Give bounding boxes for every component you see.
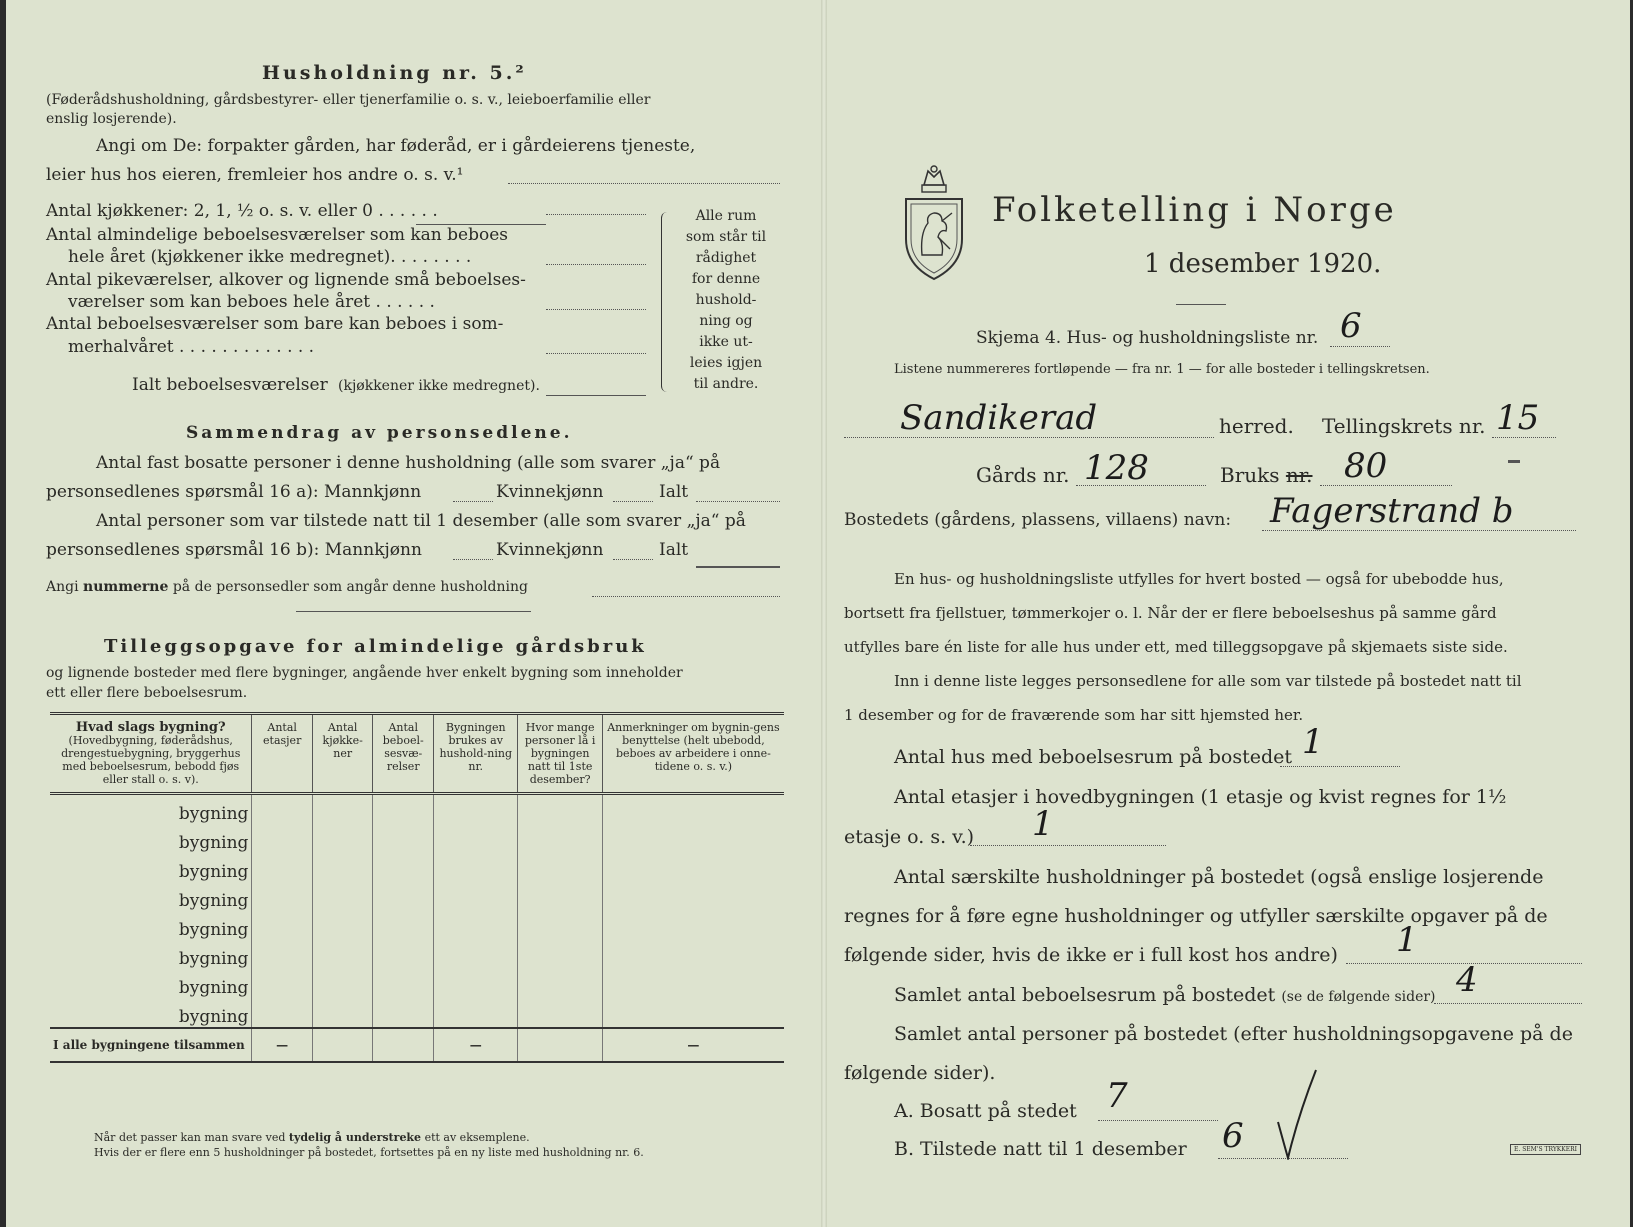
summary-total-1: Ialt [659,482,689,502]
page-fold [821,0,827,1227]
building-row-label: bygning [50,940,252,969]
herred-label: herred. [1219,414,1294,438]
table-cell [373,882,434,911]
summer-rooms-1: Antal beboelsesværelser som bare kan beboes i som- [46,314,504,334]
printer-stamp: E. SEM'S TRYKKERI [1510,1144,1581,1155]
gards-label: Gårds nr. [976,463,1070,487]
table-cell [434,794,518,825]
building-row-label: bygning [50,969,252,998]
table-row [50,969,784,998]
instructions-paragraph-2 [844,664,1586,732]
table-cell [602,940,784,969]
table-cell [373,998,434,1028]
brace-note-line: rådighet [695,250,757,266]
table-cell [602,911,784,940]
building-table-header [50,714,784,794]
building-row-label: bygning [50,853,252,882]
brace-note-line: ikke ut- [699,334,753,350]
numbers-line: Angi nummerne på de personsedler som angår denne husholdning [46,579,528,595]
table-cell [252,940,312,969]
summary-line-2: personsedlenes spørsmål 16 a): Mannkjønn [46,482,422,502]
houses-value: 1 [1302,722,1324,762]
table-cell [373,1028,434,1062]
paragraph-line: En hus- og husholdningsliste utfylles for hvert bosted — også for ubebodde hus, [894,570,1504,588]
brace-note-line: Alle rum [695,208,757,224]
table-cell [518,794,602,825]
paragraph-line: Inn i denne liste legges personsedlene for alle som var tilstede på bostedet natt til [894,672,1522,690]
total-rooms-note: (kjøkkener ikke medregnet). [338,378,540,394]
table-cell [518,911,602,940]
floors-question-1: Antal etasjer i hovedbygningen (1 etasje og kvist regnes for 1½ [894,786,1507,808]
table-cell [602,824,784,853]
table-cell [312,911,373,940]
table-cell [252,824,312,853]
paragraph-line: 1 desember og for de fraværende som har sitt hjemsted her. [844,706,1304,724]
summary-total-2: Ialt [659,540,689,560]
table-total-row [50,1028,784,1062]
intro-note: (Føderådshusholdning, gårdsbestyrer- eller tjenerfamilie o. s. v., leieboerfamilie eller [46,92,651,108]
present-label: B. Tilstede natt til 1 desember [894,1138,1187,1160]
table-header-cell: Antal kjøkke-ner [312,714,373,794]
summary-line-4: personsedlenes spørsmål 16 b): Mannkjønn [46,540,422,560]
residents-value: 7 [1106,1076,1128,1116]
brace-note-line: for denne [691,271,761,287]
table-cell [312,1028,373,1062]
table-cell [252,794,312,825]
total-rooms-label: Ialt beboelsesværelser [132,375,328,395]
table-cell [434,969,518,998]
right-page [844,0,1584,1227]
table-cell [312,969,373,998]
farm-intro-1: og lignende bosteder med flere bygninger, angående hver enkelt bygning som inneholder [46,665,683,681]
census-title: Folketelling i Norge [992,190,1397,230]
summer-rooms-2: merhalvåret . . . . . . . . . . . . . [68,337,315,357]
maid-rooms-2: værelser som kan beboes hele året . . . . . . [68,292,435,312]
numbered-note: Listene nummereres fortløpende — fra nr. 1 — for alle bosteder i tellingskretsen. [894,362,1430,377]
persons-question-1: Samlet antal personer på bostedet (efter husholdningsopgavene på de [894,1023,1573,1045]
table-cell [373,794,434,825]
building-row-label: bygning [50,794,252,825]
table-cell [373,824,434,853]
rooms-question: Samlet antal beboelsesrum på bostedet (se de følgende sider) [894,984,1436,1006]
bruks-value: 80 [1344,446,1388,486]
krets-label: Tellingskrets nr. [1322,414,1486,438]
table-cell [518,882,602,911]
herred-value: Sandikerad [900,398,1098,438]
table-cell [312,824,373,853]
brace-note-line: som står til [685,229,767,245]
building-table [50,712,784,1063]
building-row-label: bygning [50,998,252,1028]
bruks-label: Bruks nr. [1220,463,1313,487]
table-cell [252,882,312,911]
schema-label: Skjema 4. Hus- og husholdningsliste nr. [976,328,1319,348]
floors-value: 1 [1032,804,1054,844]
ordinary-rooms-1: Antal almindelige beboelsesværelser som kan beboes [46,225,508,245]
table-cell [434,998,518,1028]
table-row [50,824,784,853]
footnote-1: Når det passer kan man svare ved tydelig å understreke ett av eksemplene. [94,1131,530,1144]
table-cell [252,911,312,940]
table-header-cell: Antal etasjer [252,714,312,794]
farm-intro-2: ett eller flere beboelsesrum. [46,685,248,701]
bosted-label: Bostedets (gårdens, plassens, villaens) navn: [844,510,1232,530]
households-question-3: følgende sider, hvis de ikke er i full kost hos andre) [844,944,1338,966]
table-cell [602,998,784,1028]
summary-title: Sammendrag av personsedlene. [186,423,573,443]
table-cell [312,853,373,882]
instructions-paragraph-1 [844,562,1586,664]
table-cell [518,998,602,1028]
total-dash: — [434,1028,518,1062]
households-value: 1 [1396,920,1418,960]
ask-line-2: leier hus hos eieren, fremleier hos andre o. s. v.¹ [46,165,464,185]
table-cell [434,911,518,940]
table-row [50,911,784,940]
table-row [50,853,784,882]
summary-line-1: Antal fast bosatte personer i denne husholdning (alle som svarer „ja“ på [96,453,721,473]
bosted-value: Fagerstrand b [1270,491,1514,531]
table-cell [518,940,602,969]
footnote-2: Hvis der er flere enn 5 husholdninger på bostedet, fortsettes på en ny liste med husholdning nr. 6. [94,1146,644,1159]
table-cell [312,998,373,1028]
table-cell [434,853,518,882]
table-row [50,794,784,825]
persons-question-2: følgende sider). [844,1062,996,1084]
household-title: Husholdning nr. 5.² [262,62,527,84]
total-dash: — [252,1028,312,1062]
table-cell [518,1028,602,1062]
ask-line-1: Angi om De: forpakter gården, har føderåd, er i gårdeierens tjeneste, [96,136,696,156]
table-cell [602,853,784,882]
table-header-cell: Hvad slags bygning? (Hovedbygning, føderådshus, drengestuebygning, bryggerhus med beboelsesrum, bebodd fjøs eller stall o. s. v). [50,714,252,794]
table-cell [602,794,784,825]
brace-note-line: hushold- [695,292,757,308]
building-row-label: bygning [50,882,252,911]
table-cell [252,998,312,1028]
building-row-label: bygning [50,911,252,940]
floors-question-2: etasje o. s. v.) [844,826,975,848]
summary-female-2: Kvinnekjønn [496,540,604,560]
farm-title: Tilleggsopgave for almindelige gårdsbruk [104,636,647,657]
intro-note-2: enslig losjerende). [46,111,177,127]
houses-question: Antal hus med beboelsesrum på bostedet [894,746,1293,768]
table-header-cell: Antal beboel-sesvæ-relser [373,714,434,794]
table-cell [373,911,434,940]
table-cell [518,853,602,882]
table-header-cell: Anmerkninger om bygnin-gens benyttelse (helt ubebodd, beboes av arbeidere i onne-tidene o. s. v.) [602,714,784,794]
left-page [46,0,781,1227]
brace-note [671,206,781,395]
building-row-label: bygning [50,824,252,853]
table-cell [373,853,434,882]
table-row [50,940,784,969]
households-question-1: Antal særskilte husholdninger på bostedet (også enslige losjerende [894,866,1544,888]
paragraph-line: utfylles bare én liste for alle hus under ett, med tilleggsopgave på skjemaets siste side. [844,638,1508,656]
brace-note-line: til andre. [693,376,759,392]
summary-female-1: Kvinnekjønn [496,482,604,502]
table-cell [252,969,312,998]
schema-number: 6 [1340,306,1362,346]
table-cell [602,969,784,998]
table-cell [434,824,518,853]
table-cell [434,882,518,911]
maid-rooms-1: Antal pikeværelser, alkover og lignende små beboelses- [46,270,526,290]
coat-of-arms-icon [902,163,966,283]
table-cell [312,882,373,911]
brace-note-line: ning og [699,313,753,329]
brace-note-line: leies igjen [689,355,763,371]
table-cell [518,824,602,853]
table-cell [373,969,434,998]
gards-value: 128 [1084,448,1149,488]
households-question-2: regnes for å føre egne husholdninger og utfyller særskilte opgaver på de [844,905,1548,927]
table-cell [373,940,434,969]
total-dash: — [602,1028,784,1062]
table-cell [602,882,784,911]
table-cell [312,794,373,825]
census-date: 1 desember 1920. [1144,249,1382,279]
table-row [50,882,784,911]
table-header-cell: Bygningen brukes av hushold-ning nr. [434,714,518,794]
total-row-label: I alle bygningene tilsammen [50,1028,252,1062]
rooms-value: 4 [1456,960,1478,1000]
table-cell [312,940,373,969]
table-cell [434,940,518,969]
table-header-cell: Hvor mange personer lå i bygningen natt til 1ste desember? [518,714,602,794]
check-mark-icon [1274,1066,1320,1160]
table-cell [518,969,602,998]
krets-value: 15 [1496,398,1540,438]
table-cell [252,853,312,882]
census-sheet [6,0,1630,1227]
kitchens-label: Antal kjøkkener: 2, 1, ½ o. s. v. eller 0 . . . . . . [46,201,438,221]
paragraph-line: bortsett fra fjellstuer, tømmerkojer o. l. Når der er flere beboelseshus på samme gård [844,604,1497,622]
ordinary-rooms-2: hele året (kjøkkener ikke medregnet). . . . . . . . [68,247,472,267]
present-value: 6 [1222,1116,1244,1156]
residents-label: A. Bosatt på stedet [894,1100,1077,1122]
summary-line-3: Antal personer som var tilstede natt til 1 desember (alle som svarer „ja“ på [96,511,746,531]
table-row [50,998,784,1028]
